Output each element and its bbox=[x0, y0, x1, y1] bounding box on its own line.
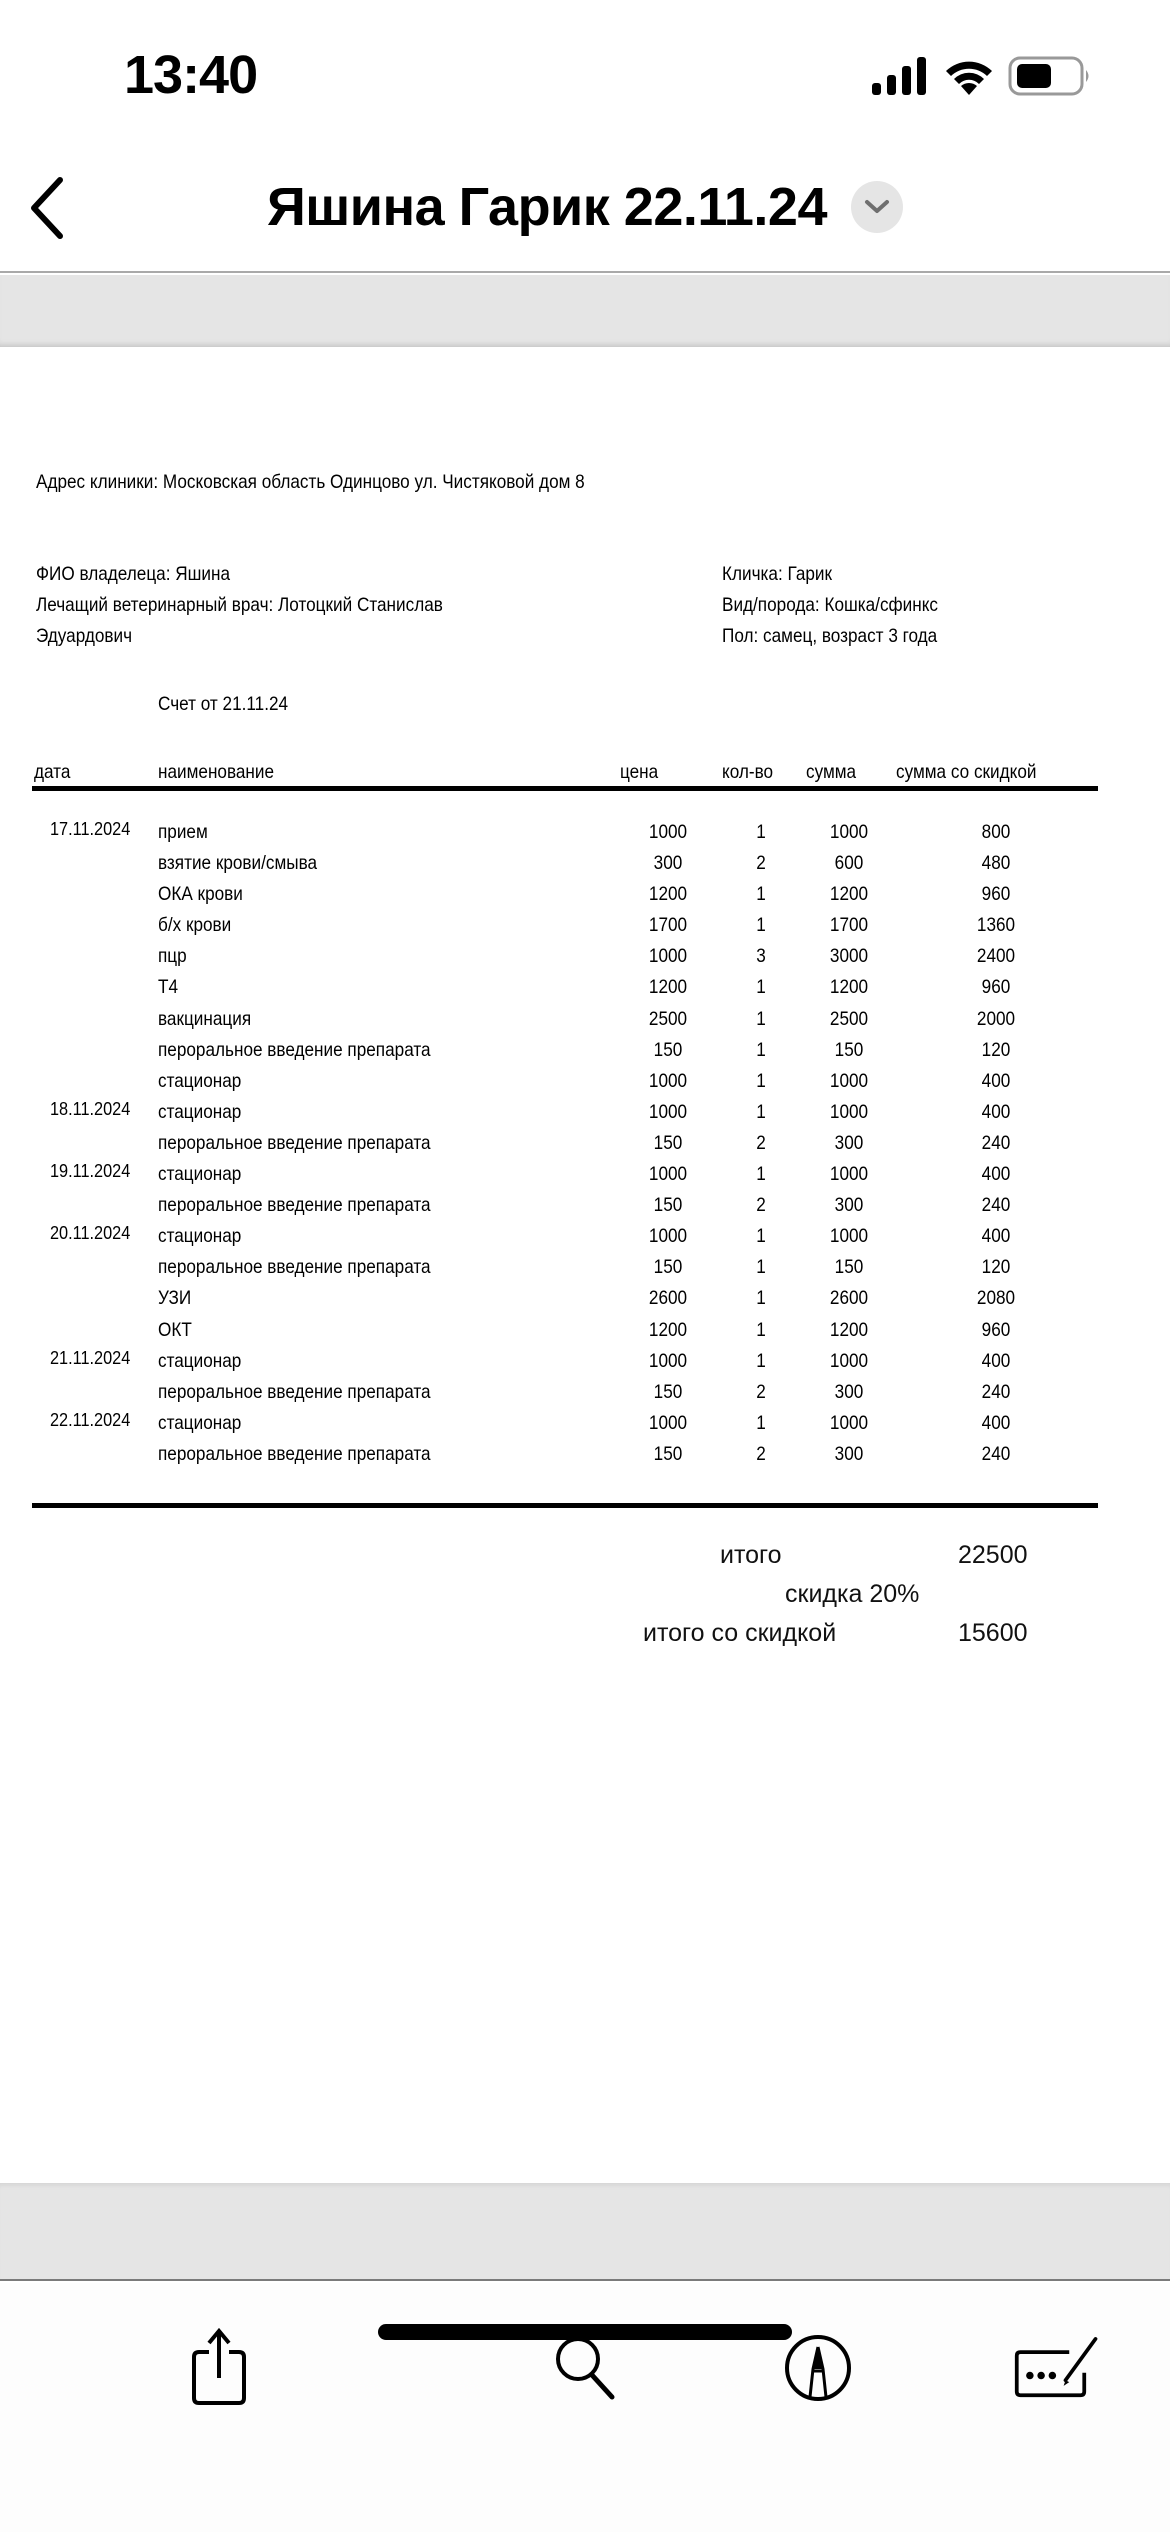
table-row bbox=[0, 945, 1170, 976]
viewer-background-bottom bbox=[0, 2183, 1170, 2281]
cellular-signal-icon bbox=[872, 57, 930, 95]
row-sum: 150 bbox=[834, 1038, 864, 1061]
row-name: УЗИ bbox=[158, 1287, 192, 1310]
row-name: пероральное введение препарата bbox=[158, 1194, 431, 1217]
row-date: 21.11.2024 bbox=[50, 1346, 131, 1368]
row-sum: 1000 bbox=[829, 1163, 869, 1186]
bottom-toolbar bbox=[0, 2283, 1170, 2532]
table-row bbox=[0, 1039, 1170, 1070]
row-discounted: 2000 bbox=[976, 1007, 1016, 1030]
fill-and-sign-icon bbox=[1013, 2333, 1103, 2403]
row-qty: 1 bbox=[756, 1100, 766, 1123]
table-row bbox=[0, 883, 1170, 914]
row-discounted: 120 bbox=[981, 1038, 1011, 1061]
row-name: Т4 bbox=[158, 976, 179, 999]
header-qty: кол-во bbox=[722, 761, 774, 783]
row-sum: 1700 bbox=[829, 914, 869, 937]
row-price: 1200 bbox=[648, 976, 688, 999]
row-sum: 1000 bbox=[829, 1349, 869, 1372]
row-sum: 1000 bbox=[829, 821, 869, 843]
table-row bbox=[0, 976, 1170, 1007]
table-row bbox=[0, 1381, 1170, 1412]
row-sum: 1200 bbox=[829, 976, 869, 999]
document-page[interactable] bbox=[0, 347, 1170, 2183]
row-date: 18.11.2024 bbox=[50, 1097, 131, 1119]
row-price: 1000 bbox=[648, 1225, 688, 1248]
row-sum: 3000 bbox=[829, 945, 869, 968]
doctor-name: Лечащий ветеринарный врач: Лотоцкий Станислав bbox=[36, 594, 443, 616]
chevron-down-icon bbox=[864, 199, 890, 215]
row-discounted: 480 bbox=[981, 852, 1011, 875]
document-title[interactable]: Яшина Гарик 22.11.24 bbox=[266, 177, 828, 237]
row-price: 1000 bbox=[648, 945, 688, 968]
grand-total-value: 15600 bbox=[958, 1619, 1028, 1647]
row-qty: 1 bbox=[756, 1256, 766, 1279]
clinic-address: Адрес клиники: Московская область Одинцово ул. Чистяковой дом 8 bbox=[36, 471, 585, 493]
row-date: 22.11.2024 bbox=[50, 1408, 131, 1430]
row-discounted: 400 bbox=[981, 1069, 1011, 1092]
row-price: 300 bbox=[653, 852, 683, 875]
total-value: 22500 bbox=[958, 1541, 1028, 1569]
row-qty: 1 bbox=[756, 914, 766, 937]
row-sum: 1000 bbox=[829, 1100, 869, 1123]
table-row bbox=[0, 1346, 1170, 1381]
row-price: 1000 bbox=[648, 1100, 688, 1123]
status-time: 13:40 bbox=[124, 45, 258, 105]
row-price: 1000 bbox=[648, 1069, 688, 1092]
fill-and-sign-button[interactable] bbox=[1013, 2323, 1103, 2413]
row-name: пцр bbox=[158, 945, 187, 968]
header-price: цена bbox=[620, 761, 659, 783]
table-row bbox=[0, 914, 1170, 945]
row-sum: 1200 bbox=[829, 883, 869, 906]
table-row bbox=[0, 1222, 1170, 1256]
row-name: пероральное введение препарата bbox=[158, 1256, 431, 1279]
owner-name: ФИО владелеца: Яшина bbox=[36, 563, 230, 585]
row-discounted: 1360 bbox=[976, 914, 1016, 937]
row-discounted: 400 bbox=[981, 1349, 1011, 1372]
row-qty: 1 bbox=[756, 1287, 766, 1310]
row-sum: 2500 bbox=[829, 1007, 869, 1030]
row-qty: 1 bbox=[756, 1318, 766, 1341]
row-date: 17.11.2024 bbox=[50, 818, 131, 839]
home-indicator[interactable] bbox=[378, 2324, 792, 2340]
row-qty: 1 bbox=[756, 821, 766, 843]
row-name: ОКТ bbox=[158, 1318, 192, 1341]
row-name: б/х крови bbox=[158, 914, 232, 937]
grand-total-label: итого со скидкой bbox=[643, 1619, 837, 1647]
row-price: 2500 bbox=[648, 1007, 688, 1030]
row-discounted: 400 bbox=[981, 1100, 1011, 1123]
row-price: 1000 bbox=[648, 1349, 688, 1372]
row-sum: 1000 bbox=[829, 1225, 869, 1248]
row-name: стационар bbox=[158, 1069, 242, 1092]
row-name: прием bbox=[158, 821, 208, 843]
row-name: пероральное введение препарата bbox=[158, 1442, 431, 1465]
doctor-name-cont: Эдуардович bbox=[36, 625, 133, 647]
row-sum: 1000 bbox=[829, 1069, 869, 1092]
row-price: 1200 bbox=[648, 1318, 688, 1341]
nav-bar bbox=[0, 150, 1170, 273]
table-row bbox=[0, 1160, 1170, 1194]
row-qty: 1 bbox=[756, 1349, 766, 1372]
header-date: дата bbox=[34, 761, 71, 783]
row-price: 150 bbox=[653, 1038, 683, 1061]
row-price: 150 bbox=[653, 1194, 683, 1217]
row-qty: 2 bbox=[756, 1194, 766, 1217]
header-sum: сумма bbox=[806, 761, 857, 783]
row-price: 1700 bbox=[648, 914, 688, 937]
row-discounted: 960 bbox=[981, 976, 1011, 999]
table-row bbox=[0, 1408, 1170, 1443]
row-name: стационар bbox=[158, 1411, 242, 1434]
row-date: 19.11.2024 bbox=[50, 1160, 131, 1182]
row-sum: 600 bbox=[834, 852, 864, 875]
header-rule bbox=[32, 786, 1098, 791]
row-qty: 2 bbox=[756, 1442, 766, 1465]
table-row bbox=[0, 1097, 1170, 1132]
header-discounted: сумма со скидкой bbox=[896, 761, 1037, 783]
row-sum: 150 bbox=[834, 1256, 864, 1279]
table-row bbox=[0, 1287, 1170, 1318]
row-discounted: 240 bbox=[981, 1442, 1011, 1465]
row-qty: 1 bbox=[756, 1069, 766, 1092]
table-row bbox=[0, 818, 1170, 852]
row-discounted: 400 bbox=[981, 1225, 1011, 1248]
search-icon bbox=[550, 2333, 620, 2403]
table-row bbox=[0, 1256, 1170, 1287]
title-menu-button[interactable] bbox=[851, 181, 903, 233]
row-price: 1000 bbox=[648, 1163, 688, 1186]
table-row bbox=[0, 1132, 1170, 1163]
table-row bbox=[0, 1319, 1170, 1350]
row-qty: 1 bbox=[756, 1411, 766, 1434]
viewer-background-top bbox=[0, 275, 1170, 347]
row-qty: 1 bbox=[756, 1038, 766, 1061]
table-row bbox=[0, 1070, 1170, 1101]
row-discounted: 2400 bbox=[976, 945, 1016, 968]
row-sum: 300 bbox=[834, 1380, 864, 1403]
battery-icon bbox=[1008, 56, 1092, 96]
row-name: ОКА крови bbox=[158, 883, 243, 906]
row-sum: 1200 bbox=[829, 1318, 869, 1341]
row-name: стационар bbox=[158, 1225, 242, 1248]
row-date: 20.11.2024 bbox=[50, 1222, 131, 1244]
row-sum: 300 bbox=[834, 1194, 864, 1217]
row-name: пероральное введение препарата bbox=[158, 1038, 431, 1061]
pet-sex-age: Пол: самец, возраст 3 года bbox=[722, 625, 938, 647]
header-name: наименование bbox=[158, 761, 275, 783]
row-sum: 300 bbox=[834, 1442, 864, 1465]
share-button[interactable] bbox=[174, 2323, 264, 2413]
row-discounted: 960 bbox=[981, 1318, 1011, 1341]
share-icon bbox=[189, 2328, 249, 2408]
row-price: 1000 bbox=[648, 1411, 688, 1434]
row-name: пероральное введение препарата bbox=[158, 1131, 431, 1154]
row-price: 2600 bbox=[648, 1287, 688, 1310]
status-bar bbox=[0, 0, 1170, 150]
row-qty: 2 bbox=[756, 1380, 766, 1403]
row-price: 150 bbox=[653, 1131, 683, 1154]
pet-name: Кличка: Гарик bbox=[722, 563, 833, 585]
row-qty: 1 bbox=[756, 1225, 766, 1248]
row-qty: 2 bbox=[756, 1131, 766, 1154]
row-price: 150 bbox=[653, 1442, 683, 1465]
nav-title-wrap bbox=[0, 176, 1170, 238]
discount-label: скидка 20% bbox=[785, 1580, 920, 1608]
invoice-title: Счет от 21.11.24 bbox=[158, 693, 289, 715]
row-qty: 1 bbox=[756, 1163, 766, 1186]
row-qty: 2 bbox=[756, 852, 766, 875]
table-row bbox=[0, 852, 1170, 883]
table-row bbox=[0, 1194, 1170, 1225]
row-name: пероральное введение препарата bbox=[158, 1380, 431, 1403]
row-qty: 1 bbox=[756, 883, 766, 906]
status-icons bbox=[872, 56, 1092, 96]
row-sum: 1000 bbox=[829, 1411, 869, 1434]
row-name: вакцинация bbox=[158, 1007, 252, 1030]
row-price: 1000 bbox=[648, 821, 688, 843]
row-name: стационар bbox=[158, 1100, 242, 1123]
row-name: стационар bbox=[158, 1163, 242, 1186]
row-discounted: 240 bbox=[981, 1194, 1011, 1217]
table-row bbox=[0, 1008, 1170, 1039]
row-discounted: 2080 bbox=[976, 1287, 1016, 1310]
footer-rule bbox=[32, 1503, 1098, 1508]
row-price: 1200 bbox=[648, 883, 688, 906]
row-sum: 2600 bbox=[829, 1287, 869, 1310]
row-qty: 1 bbox=[756, 1007, 766, 1030]
row-name: взятие крови/смыва bbox=[158, 852, 318, 875]
row-qty: 3 bbox=[756, 945, 766, 968]
row-discounted: 240 bbox=[981, 1131, 1011, 1154]
table-row bbox=[0, 1443, 1170, 1474]
invoice-rows bbox=[0, 818, 1170, 1474]
row-discounted: 400 bbox=[981, 1411, 1011, 1434]
row-discounted: 400 bbox=[981, 1163, 1011, 1186]
row-discounted: 960 bbox=[981, 883, 1011, 906]
markup-icon bbox=[783, 2333, 853, 2403]
row-discounted: 800 bbox=[981, 821, 1011, 843]
row-sum: 300 bbox=[834, 1131, 864, 1154]
pet-breed: Вид/порода: Кошка/сфинкс bbox=[722, 594, 938, 616]
row-price: 150 bbox=[653, 1380, 683, 1403]
row-discounted: 120 bbox=[981, 1256, 1011, 1279]
wifi-icon bbox=[944, 57, 994, 95]
row-discounted: 240 bbox=[981, 1380, 1011, 1403]
row-name: стационар bbox=[158, 1349, 242, 1372]
row-price: 150 bbox=[653, 1256, 683, 1279]
total-label: итого bbox=[720, 1541, 782, 1569]
row-qty: 1 bbox=[756, 976, 766, 999]
